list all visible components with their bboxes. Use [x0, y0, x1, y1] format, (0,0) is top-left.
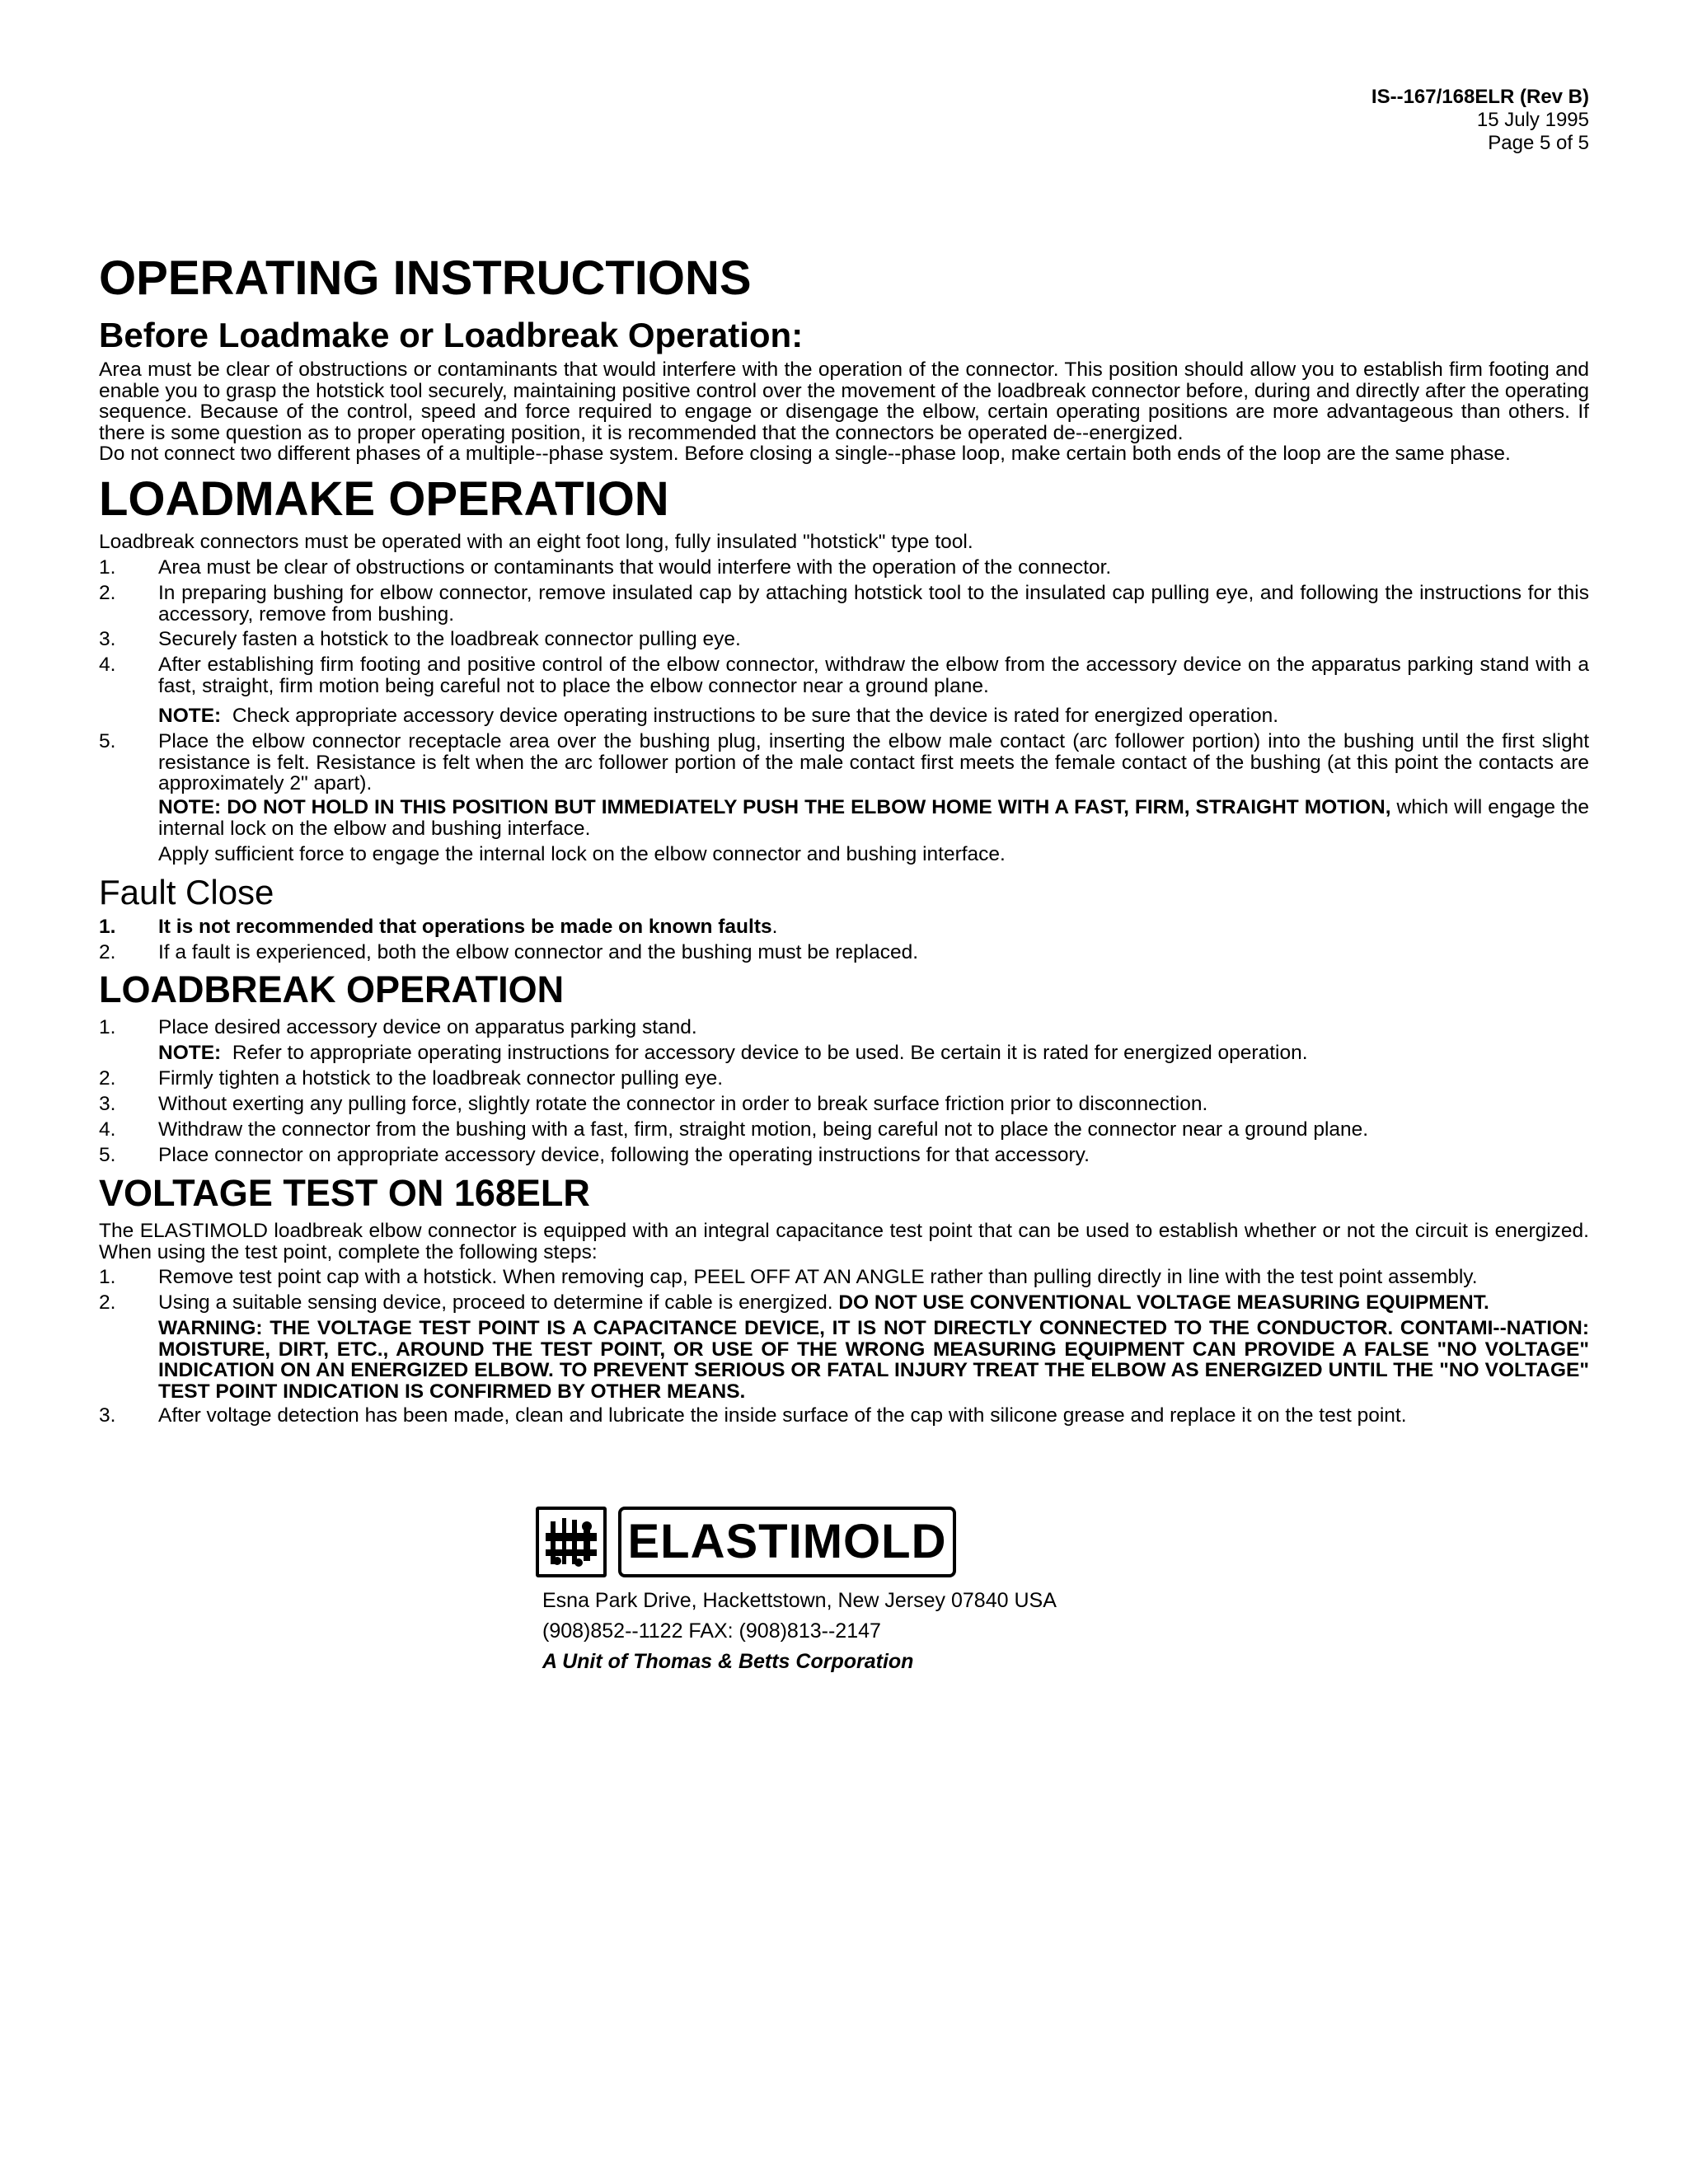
list-text: Without exerting any pulling force, slightly rotate the connector in order to break surface friction prior to disconnection. [158, 1093, 1208, 1115]
voltage-test-heading: VOLTAGE TEST ON 168ELR [99, 1172, 590, 1214]
list-number: 2. [99, 1291, 116, 1314]
list-item [99, 583, 1589, 625]
list-text: Securely fasten a hotstick to the loadbreak connector pulling eye. [158, 628, 741, 650]
list-number: 3. [99, 1093, 116, 1115]
list-item [99, 942, 1589, 963]
list-number: 5. [99, 1144, 116, 1166]
page-title: OPERATING INSTRUCTIONS [99, 251, 752, 305]
before-heading: Before Loadmake or Loadbreak Operation: [99, 316, 804, 354]
loadmake-intro: Loadbreak connectors must be operated with an eight foot long, fully insulated "hotstick" type tool. [99, 531, 973, 553]
note-label: NOTE: [158, 1042, 222, 1064]
note-text: Check appropriate accessory device operating instructions to be sure that the device is rated for energized operation. [232, 705, 1279, 727]
list-number: 1. [99, 1016, 116, 1038]
list-text: If a fault is experienced, both the elbow connector and the bushing must be replaced. [158, 941, 919, 963]
loadbreak-note [158, 1043, 1589, 1064]
list-text: Place the elbow connector receptacle area over the bushing plug, inserting the elbow male contact (arc follower portion) into the bushing until the first slight resistance is felt. Resistance is felt when the arc follower portion of the male contact first meets the female contact of the bushing (at this point the contacts are approximately 2" apart). [158, 730, 1589, 794]
list-text: Place desired accessory device on apparatus parking stand. [158, 1016, 697, 1038]
list-item [99, 1145, 1589, 1166]
list-text: Using a suitable sensing device, proceed to determine if cable is energized. [158, 1291, 839, 1314]
loadmake-apply-force: Apply sufficient force to engage the internal lock on the elbow connector and bushing interface. [158, 843, 1006, 865]
list-item [99, 1119, 1589, 1141]
note-label: NOTE: [158, 705, 222, 727]
list-text: Area must be clear of obstructions or contaminants that would interfere with the operation of the connector. [158, 556, 1112, 579]
list-text: Place connector on appropriate accessory device, following the operating instructions for that accessory. [158, 1144, 1090, 1166]
list-text-period: . [771, 916, 778, 938]
document-id: IS--167/168ELR (Rev B) [1371, 86, 1589, 108]
document-header [1372, 86, 1589, 155]
list-text: After voltage detection has been made, clean and lubricate the inside surface of the cap with silicone grease and replace it on the test point. [158, 1404, 1407, 1427]
note-text: which will engage the internal lock on the elbow and bushing interface. [158, 796, 1590, 840]
list-text-bold: DO NOT USE CONVENTIONAL VOLTAGE MEASURING EQUIPMENT. [838, 1291, 1489, 1314]
list-text: Firmly tighten a hotstick to the loadbreak connector pulling eye. [158, 1067, 724, 1090]
list-number: 2. [99, 582, 116, 604]
list-number: 2. [99, 1067, 116, 1090]
list-text: Remove test point cap with a hotstick. When removing cap, PEEL OFF AT AN ANGLE rather than pulling directly in line with the test point assembly. [158, 1266, 1478, 1288]
page-number: Page 5 of 5 [1488, 132, 1589, 154]
list-text: In preparing bushing for elbow connector, remove insulated cap by attaching hotstick tool to the insulated cap pulling eye, and following the instructions for this accessory, remove from bushing. [158, 582, 1589, 626]
list-item [99, 1017, 1589, 1038]
before-paragraph: Area must be clear of obstructions or contaminants that would interfere with the operation of the connector. This position should allow you to establish firm footing and enable you to grasp the hotstick tool securely, maintaining positive control over the movement of the loadbreak connector before, during and directly after the operating sequence. Because of the control, speed and force required to engage or disengage the elbow, certain operating positions are more advantageous than others. If there is some question as to proper operating position, it is recommended that the connectors be operated de--energized. [99, 359, 1589, 444]
elastimold-wordmark: ELASTIMOLD [618, 1507, 956, 1577]
list-item [99, 731, 1589, 794]
list-number: 2. [99, 941, 116, 963]
list-number: 3. [99, 1404, 116, 1427]
list-item [99, 1068, 1589, 1090]
list-item [99, 1405, 1589, 1427]
list-text: It is not recommended that operations be made on known faults [158, 916, 772, 938]
list-item [99, 1267, 1589, 1288]
list-item [99, 1292, 1589, 1314]
voltage-intro: The ELASTIMOLD loadbreak elbow connector is equipped with an integral capacitance test point that can be used to establish whether or not the circuit is energized. When using the test point, complete the following steps: [99, 1220, 1589, 1263]
list-text: Withdraw the connector from the bushing with a fast, firm, straight motion, being careful not to place the connector near a ground plane. [158, 1118, 1369, 1141]
elastimold-emblem-icon [536, 1507, 607, 1577]
voltage-warning: WARNING: THE VOLTAGE TEST POINT IS A CAPACITANCE DEVICE, IT IS NOT DIRECTLY CONNECTED TO THE CONDUCTOR. CONTAMI--NATION: MOISTURE, DIRT, ETC., AROUND THE TEST POINT, OR USE OF THE WRONG MEASURING EQUIPMENT CAN PROVIDE A FALSE "NO VOLTAGE" INDICATION ON AN ENERGIZED ELBOW. TO PREVENT SERIOUS OR FATAL INJURY TREAT THE ELBOW AS ENERGIZED UNTIL THE "NO VOLTAGE" TEST POINT INDICATION IS CONFIRMED BY OTHER MEANS. [158, 1317, 1589, 1403]
list-number: 4. [99, 654, 116, 676]
loadbreak-heading: LOADBREAK OPERATION [99, 968, 565, 1010]
loadmake-note-4 [158, 705, 1589, 727]
list-number: 3. [99, 628, 116, 650]
list-text: After establishing firm footing and positive control of the elbow connector, withdraw the elbow from the accessory device on the apparatus parking stand with a fast, straight, firm motion being careful not to place the elbow connector near a ground plane. [158, 654, 1589, 697]
fault-close-heading: Fault Close [99, 873, 274, 912]
company-address: Esna Park Drive, Hackettstown, New Jersey 07840 USA [542, 1589, 1057, 1612]
document-date: 15 July 1995 [1476, 109, 1589, 131]
list-number: 1. [99, 916, 116, 938]
list-item [99, 654, 1589, 696]
before-phase-warning: Do not connect two different phases of a multiple--phase system. Before closing a single--phase loop, make certain both ends of the loop are the same phase. [99, 443, 1511, 465]
loadmake-heading: LOADMAKE OPERATION [99, 472, 669, 526]
parent-company: A Unit of Thomas & Betts Corporation [542, 1650, 914, 1673]
list-number: 1. [99, 1266, 116, 1288]
list-number: 4. [99, 1118, 116, 1141]
list-item [99, 557, 1589, 579]
list-number: 5. [99, 730, 116, 752]
list-item [99, 1094, 1589, 1115]
list-number: 1. [99, 556, 116, 579]
loadmake-note-5 [158, 797, 1589, 839]
note-text: Refer to appropriate operating instructions for accessory device to be used. Be certain it is rated for energized operation. [232, 1042, 1308, 1064]
list-item [99, 916, 1589, 938]
list-item [99, 629, 1589, 650]
note-bold-text: NOTE: DO NOT HOLD IN THIS POSITION BUT IMMEDIATELY PUSH THE ELBOW HOME WITH A FAST, FIRM, STRAIGHT MOTION, [158, 796, 1391, 818]
company-phone-fax: (908)852--1122 FAX: (908)813--2147 [542, 1619, 881, 1643]
